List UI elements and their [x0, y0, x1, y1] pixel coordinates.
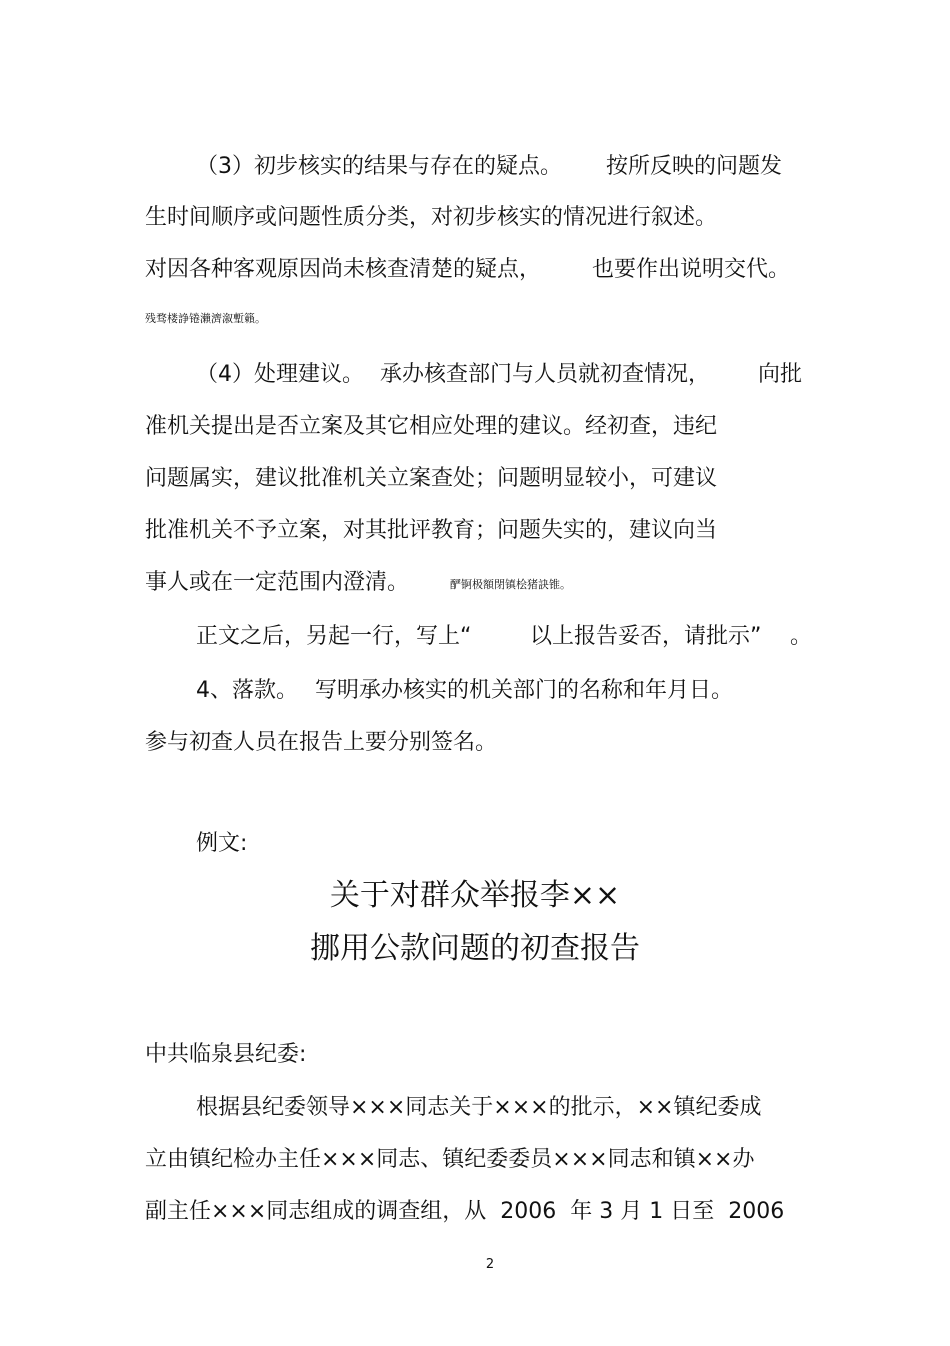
signature-line1a: 4、落款。 — [196, 678, 298, 703]
example-title-line1: 关于对群众举报李×× — [329, 878, 621, 913]
section3-line1a: （3）初步核实的结果与存在的疑点。 — [196, 154, 562, 179]
section4-line5: 事人或在一定范围内澄清。 — [145, 570, 410, 595]
example-addressee: 中共临泉县纪委: — [145, 1042, 307, 1067]
closing-line1a: 正文之后，另起一行，写上“ — [196, 624, 472, 649]
example-body-line3: 副主任×××同志组成的调查组，从 2006 年 3 月 1 日至 2006 — [145, 1199, 785, 1224]
section4-line1b: 承办核查部门与人员就初查情况， — [380, 362, 711, 387]
example-body-line1: 根据县纪委领导×××同志关于×××的批示，××镇纪委成 — [196, 1095, 762, 1120]
section3-note: 残骛楼諍锩瀨濟溆塹籟。 — [145, 312, 266, 325]
example-title-line2: 挪用公款问题的初查报告 — [310, 931, 640, 966]
closing-line1c: 。 — [790, 624, 813, 649]
section3-line3b: 也要作出说明交代。 — [592, 257, 791, 282]
signature-line1b: 写明承办核实的机关部门的名称和年月日。 — [315, 678, 734, 703]
page-number: 2 — [485, 1257, 495, 1272]
section4-line4: 批准机关不予立案，对其批评教育；问题失实的，建议向当 — [145, 518, 718, 543]
section4-line1c: 向批 — [758, 362, 803, 387]
section3-line2: 生时间顺序或问题性质分类，对初步核实的情况进行叙述。 — [145, 205, 718, 230]
example-body-line2: 立由镇纪检办主任×××同志、镇纪委委员×××同志和镇××办 — [145, 1147, 755, 1172]
closing-line1b: 以上报告妥否，请批示” — [530, 624, 762, 649]
section4-line2: 准机关提出是否立案及其它相应处理的建议。经初查，违纪 — [145, 414, 718, 439]
section3-line1b: 按所反映的问题发 — [606, 154, 783, 179]
example-label: 例文: — [196, 831, 248, 856]
section4-line3: 问题属实，建议批准机关立案查处；问题明显较小，可建议 — [145, 466, 718, 491]
signature-line2: 参与初查人员在报告上要分别签名。 — [145, 730, 498, 755]
section3-line3a: 对因各种客观原因尚未核查清楚的疑点， — [145, 257, 542, 282]
section4-note: 酽锕极額閉镇桧猪訣锥。 — [450, 578, 571, 591]
section4-line1a: （4）处理建议。 — [196, 362, 364, 387]
